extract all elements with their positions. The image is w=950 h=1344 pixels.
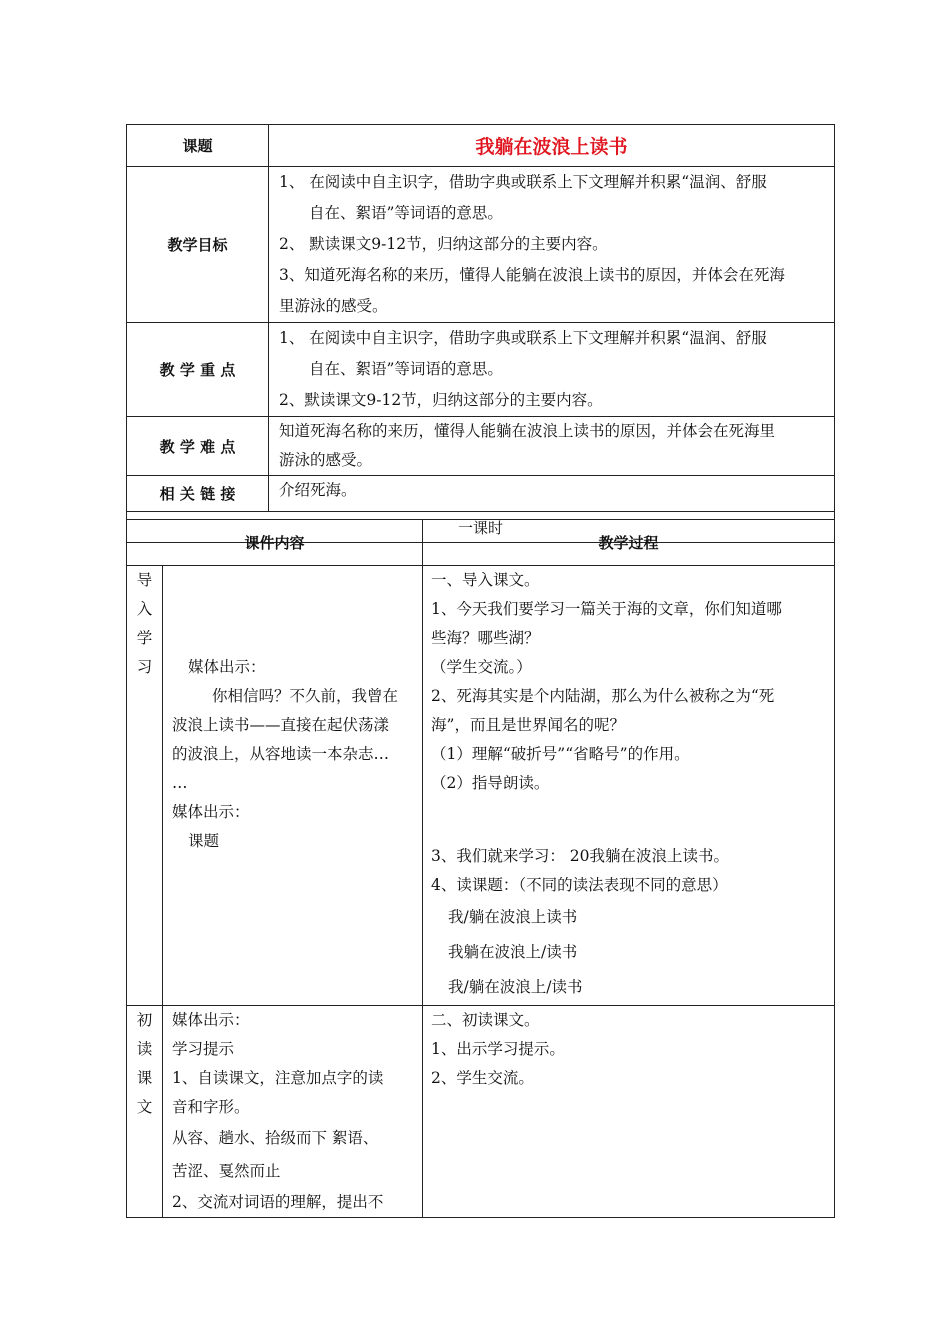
class-period: 一课时: [127, 512, 835, 543]
goal-line: 3、知道死海名称的来历，懂得人能躺在波浪上读书的原因，并体会在死海: [279, 266, 785, 284]
course-line: 2、交流对词语的理解，提出不: [172, 1193, 384, 1211]
process-line: 2、死海其实是个内陆湖，那么为什么被称之为“死: [431, 687, 775, 705]
vocabulary-line: 苦涩、戛然而止: [172, 1162, 281, 1180]
course-line: 媒体出示：: [188, 658, 266, 676]
lesson-title: 我躺在波浪上读书: [269, 125, 835, 167]
goal-line: 里游泳的感受。: [279, 297, 388, 315]
process-line: （1）理解“破折号”“省略号”的作用。: [431, 745, 690, 763]
course-content-header: 课件内容: [127, 520, 423, 566]
topic-label: 课题: [127, 125, 269, 167]
difficulty-line: 知道死海名称的来历，懂得人能躺在波浪上读书的原因，并体会在死海里: [279, 422, 776, 440]
process-line: 一、导入课文。: [431, 571, 540, 589]
course-line: 你相信吗？不久前，我曾在: [212, 687, 399, 705]
process-line: （2）指导朗读。: [431, 774, 550, 792]
difficulty-label: 教 学 难 点: [127, 417, 269, 476]
teaching-process-intro: [423, 566, 835, 1006]
goals-label: 教学目标: [127, 167, 269, 323]
related-links-content: 介绍死海。: [269, 476, 835, 512]
difficulty-content: [269, 417, 835, 476]
lesson-overview-table: [126, 124, 835, 543]
section-label-intro: 导 入 学 习: [127, 566, 163, 1006]
process-line: 二、初读课文。: [431, 1011, 540, 1029]
process-line: 4、读课题：（不同的读法表现不同的意思）: [431, 876, 728, 894]
key-points-content: [269, 323, 835, 417]
goal-line: 1、 在阅读中自主识字，借助字典或联系上下文理解并积累“温润、舒服: [279, 173, 767, 191]
key-points-label: 教 学 重 点: [127, 323, 269, 417]
course-line: 1、自读课文，注意加点字的读: [172, 1069, 384, 1087]
section-label-first-reading: 初 读 课 文: [127, 1006, 163, 1218]
course-line: 学习提示: [172, 1040, 235, 1058]
course-line: 课题: [188, 832, 220, 850]
teaching-process-first-reading: [423, 1006, 835, 1218]
course-line: 音和字形。: [172, 1098, 250, 1116]
course-line: 波浪上读书——直接在起伏荡漾: [172, 716, 390, 734]
course-content-first-reading: [163, 1006, 423, 1218]
process-line: 些海？哪些湖？: [431, 629, 540, 647]
process-line: 2、学生交流。: [431, 1069, 534, 1087]
key-point-line: 1、 在阅读中自主识字，借助字典或联系上下文理解并积累“温润、舒服: [279, 329, 767, 347]
reading-variant: 我/躺在波浪上/读书: [448, 978, 583, 996]
process-line: 3、我们就来学习： 20我躺在波浪上读书。: [431, 847, 730, 865]
process-line: 1、今天我们要学习一篇关于海的文章，你们知道哪: [431, 600, 782, 618]
key-point-line: 自在、絮语”等词语的意思。: [309, 360, 503, 378]
process-line: 1、出示学习提示。: [431, 1040, 565, 1058]
teaching-process-table: [126, 519, 835, 1218]
course-line: 媒体出示：: [172, 803, 250, 821]
course-content-intro: [163, 566, 423, 1006]
goal-line: 自在、絮语”等词语的意思。: [309, 204, 503, 222]
course-line: …: [172, 774, 188, 792]
reading-variant: 我躺在波浪上/读书: [448, 943, 578, 961]
course-line: 的波浪上，从容地读一本杂志…: [172, 745, 390, 763]
teaching-process-header: 教学过程: [423, 520, 835, 566]
related-links-label: 相 关 链 接: [127, 476, 269, 512]
difficulty-line: 游泳的感受。: [279, 451, 373, 469]
goals-content: [269, 167, 835, 323]
vocabulary-line: 从容、趟水、拾级而下 絮语、: [172, 1129, 379, 1147]
process-line: （学生交流。）: [431, 658, 532, 676]
course-line: 媒体出示：: [172, 1011, 250, 1029]
goal-line: 2、 默读课文9-12节，归纳这部分的主要内容。: [279, 235, 608, 253]
process-line: 海”，而且是世界闻名的呢？: [431, 716, 625, 734]
reading-variant: 我/躺在波浪上读书: [448, 908, 578, 926]
key-point-line: 2、默读课文9-12节，归纳这部分的主要内容。: [279, 391, 603, 409]
